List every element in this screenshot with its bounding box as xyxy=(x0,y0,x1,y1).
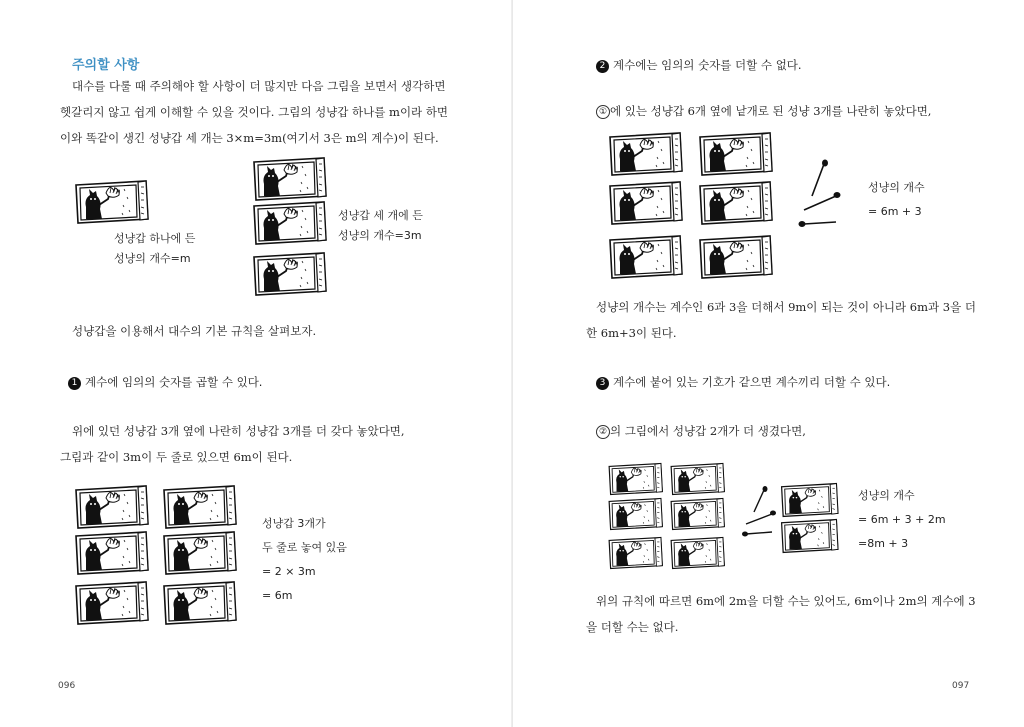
matchbox-icon xyxy=(160,530,238,576)
fig3-label-1: 성냥의 개수 xyxy=(868,181,925,194)
matchbox-icon xyxy=(160,484,238,530)
page-number-left: 096 xyxy=(58,681,76,691)
circled-ref-2: ② xyxy=(596,425,610,439)
rule-2-body xyxy=(596,98,931,124)
rule-3-text: 계수에 붙어 있는 기호가 같으면 계수끼리 더할 수 있다. xyxy=(613,375,891,389)
fig2-label-3: = 2 × 3m xyxy=(262,565,316,578)
matchbox-icon xyxy=(72,179,150,225)
matchbox-icon xyxy=(696,180,774,226)
fig3-label-2: = 6m + 3 xyxy=(868,205,922,218)
intro-line-2: 헷갈리지 않고 쉽게 이해할 수 있을 것이다. 그림의 성냥갑 하나를 m이라 하면 xyxy=(60,105,449,119)
matchbox-icon xyxy=(606,234,684,280)
matchbox-icon xyxy=(668,462,726,496)
rules-intro: 성냥갑을 이용해서 대수의 기본 규칙을 살펴보자. xyxy=(72,324,317,338)
rule-1-body-2: 그림과 같이 3m이 두 줄로 있으면 6m이 된다. xyxy=(60,450,293,464)
matchbox-icon xyxy=(606,497,664,531)
rule-2-after-1: 성냥의 개수는 계수인 6과 3을 더해서 9m이 되는 것이 아니라 6m과 3을 더 xyxy=(596,300,976,314)
matchbox-icon xyxy=(778,518,840,554)
rule-3-after-2: 을 더할 수는 없다. xyxy=(586,620,679,634)
fig2-label-4: = 6m xyxy=(262,589,293,602)
matchbox-icon xyxy=(778,482,840,518)
matchbox-icon xyxy=(668,536,726,570)
matchbox-icon xyxy=(606,462,664,496)
fig4-label-3: =8m + 3 xyxy=(858,537,909,550)
rule-1-body-1: 위에 있던 성냥갑 3개 옆에 나란히 성냥갑 3개를 더 갖다 놓았다면, xyxy=(72,424,405,438)
fig4-label-2: = 6m + 3 + 2m xyxy=(858,513,946,526)
matchbox-icon xyxy=(160,580,238,626)
matchbox-icon xyxy=(250,200,328,246)
matchbox-icon xyxy=(696,131,774,177)
fig2-label-1: 성냥갑 3개가 xyxy=(262,517,326,530)
intro-line-1: 대수를 다룰 때 주의해야 할 사항이 더 많지만 다음 그림을 보면서 생각하면 xyxy=(72,79,446,93)
fig1-one-box-label-2: 성냥의 개수=m xyxy=(114,252,191,265)
rule-3-heading xyxy=(596,374,890,390)
page-number-right: 097 xyxy=(952,681,970,691)
matchbox-icon xyxy=(668,497,726,531)
rule-2-number: 2 xyxy=(596,60,609,73)
section-title: 주의할 사항 xyxy=(72,58,140,73)
fig4-label-1: 성냥의 개수 xyxy=(858,489,915,502)
matchbox-icon xyxy=(606,180,684,226)
rule-3-body-line: 의 그림에서 성냥갑 2개가 더 생겼다면, xyxy=(610,424,806,438)
rule-1-text: 계수에 임의의 숫자를 곱할 수 있다. xyxy=(85,375,263,389)
rule-2-body-line: 에 있는 성냥갑 6개 옆에 낱개로 된 성냥 3개를 나란히 놓았다면, xyxy=(610,104,932,118)
right-page xyxy=(512,0,1024,727)
fig1-one-box-label-1: 성냥갑 하나에 든 xyxy=(114,232,196,245)
fig2-label-2: 두 줄로 놓여 있음 xyxy=(262,541,347,554)
matchbox-icon xyxy=(250,156,328,202)
match-sticks-icon xyxy=(798,158,838,230)
rule-1-number: 1 xyxy=(68,377,81,390)
rule-1-heading xyxy=(68,374,262,390)
intro-line-3: 이와 똑같이 생긴 성냥갑 세 개는 3×m=3m(여기서 3은 m의 계수)이 된다. xyxy=(60,131,439,145)
rule-3-after-1: 위의 규칙에 따르면 6m에 2m을 더할 수는 있어도, 6m이나 2m의 계수에 3 xyxy=(596,594,976,608)
matchbox-icon xyxy=(696,234,774,280)
matchbox-icon xyxy=(72,580,150,626)
rule-2-text: 계수에는 임의의 숫자를 더할 수 없다. xyxy=(613,58,802,72)
rule-2-heading xyxy=(596,57,802,73)
matchbox-icon xyxy=(606,536,664,570)
fig1-three-box-label-1: 성냥갑 세 개에 든 xyxy=(338,209,423,222)
match-sticks-icon xyxy=(742,486,776,536)
matchbox-icon xyxy=(72,530,150,576)
circled-ref-1: ① xyxy=(596,105,610,119)
fig1-three-box-label-2: 성냥의 개수=3m xyxy=(338,229,422,242)
rule-3-number: 3 xyxy=(596,377,609,390)
matchbox-icon xyxy=(72,484,150,530)
matchbox-icon xyxy=(606,131,684,177)
rule-3-body xyxy=(596,418,806,444)
matchbox-icon xyxy=(250,251,328,297)
rule-2-after-2: 한 6m+3이 된다. xyxy=(586,326,677,340)
